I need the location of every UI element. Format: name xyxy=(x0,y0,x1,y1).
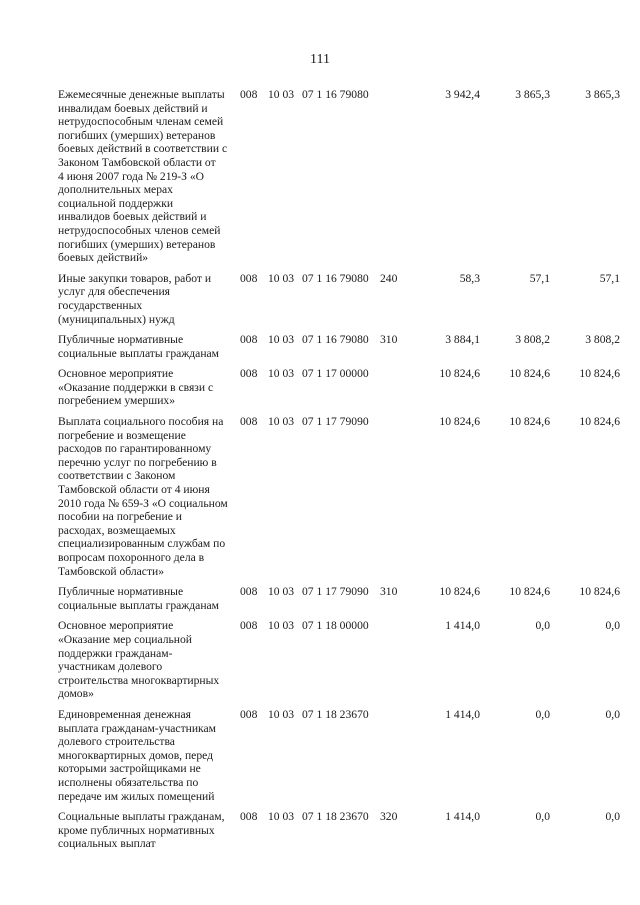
expense-type-code: 320 xyxy=(380,810,398,824)
row-description: Публичные нормативные социальные выплаты гражданам xyxy=(58,585,220,612)
row-description: Основное мероприятие «Оказание поддержки в связи с погребением умерших» xyxy=(58,367,214,408)
section-code: 10 03 xyxy=(268,707,295,721)
target-article-code: 07 1 17 79090 xyxy=(302,415,369,429)
amount-year-3: 10 824,6 xyxy=(579,367,620,381)
page-number: 111 xyxy=(310,52,330,67)
amount-year-1: 1 414,0 xyxy=(445,707,480,721)
amount-year-3: 3 808,2 xyxy=(585,333,620,347)
row-description: Иные закупки товаров, работ и услуг для обеспечения государственных (муниципальных) нужд xyxy=(58,271,212,326)
target-article-code: 07 1 16 79080 xyxy=(302,88,369,101)
ministry-code: 008 xyxy=(240,585,258,599)
amount-year-3: 0,0 xyxy=(605,810,620,824)
target-article-code: 07 1 18 00000 xyxy=(302,619,369,633)
ministry-code: 008 xyxy=(240,367,258,381)
table-row xyxy=(58,415,620,578)
target-article-code: 07 1 17 79090 xyxy=(302,585,369,599)
ministry-code: 008 xyxy=(240,619,258,633)
section-code: 10 03 xyxy=(268,271,295,285)
table-row xyxy=(58,810,620,851)
target-article-code: 07 1 18 23670 xyxy=(302,810,369,824)
expense-type-code: 310 xyxy=(380,333,398,347)
section-code: 10 03 xyxy=(268,88,295,101)
amount-year-1: 10 824,6 xyxy=(439,585,480,599)
amount-year-2: 0,0 xyxy=(535,619,550,633)
amount-year-1: 10 824,6 xyxy=(439,415,480,429)
ministry-code: 008 xyxy=(240,810,258,824)
amount-year-1: 1 414,0 xyxy=(445,619,480,633)
amount-year-3: 10 824,6 xyxy=(579,585,620,599)
budget-table xyxy=(58,88,620,858)
amount-year-2: 10 824,6 xyxy=(509,585,550,599)
amount-year-3: 10 824,6 xyxy=(579,415,620,429)
amount-year-2: 3 808,2 xyxy=(515,333,550,347)
ministry-code: 008 xyxy=(240,707,258,721)
amount-year-3: 3 865,3 xyxy=(585,88,620,101)
table-row xyxy=(58,585,620,612)
section-code: 10 03 xyxy=(268,585,295,599)
row-description: Основное мероприятие «Оказание мер социальной поддержки гражданам- участникам долевого строительства многоквартирных домов» xyxy=(58,619,220,701)
amount-year-1: 3 942,4 xyxy=(445,88,480,101)
amount-year-2: 10 824,6 xyxy=(509,415,550,429)
table-row xyxy=(58,708,620,803)
amount-year-1: 10 824,6 xyxy=(439,367,480,381)
amount-year-1: 58,3 xyxy=(459,271,480,285)
row-description: Социальные выплаты гражданам, кроме публичных нормативных социальных выплат xyxy=(58,810,225,851)
section-code: 10 03 xyxy=(268,810,295,824)
table-row xyxy=(58,333,620,360)
amount-year-2: 57,1 xyxy=(529,271,550,285)
section-code: 10 03 xyxy=(268,367,295,381)
target-article-code: 07 1 16 79080 xyxy=(302,271,369,285)
table-row xyxy=(58,88,620,265)
table-row xyxy=(58,272,620,326)
row-description: Выплата социального пособия на погребение и возмещение расходов по гарантированному перечню услуг по погребению в соответствии с Законом Тамбовской области от 4 июня 2010 года № 659-З «О социальном пособии на погребение и расходах, возмещаемых специализированным службам по вопросам похоронного дела в Тамбовской области» xyxy=(58,415,228,578)
row-description: Единовременная денежная выплата гражданам-участникам долевого строительства многоквартирных домов, перед которыми застройщиками не исполнены обязательства по передаче им жилых помещений xyxy=(58,707,216,803)
amount-year-2: 3 865,3 xyxy=(515,88,550,101)
row-description: Ежемесячные денежные выплаты инвалидам боевых действий и нетрудоспособным членам семей погибших (умерших) ветеранов боевых действий в соответствии с Законом Тамбовской области от 4 июня 2007 года № 219-З «О дополнительных мерах социальной поддержки инвалидов боевых действий и нетрудоспособных членов семей погибших (умерших) ветеранов боевых действий» xyxy=(58,88,228,265)
table-row xyxy=(58,367,620,408)
ministry-code: 008 xyxy=(240,271,258,285)
row-description: Публичные нормативные социальные выплаты гражданам xyxy=(58,333,220,360)
amount-year-3: 57,1 xyxy=(599,271,620,285)
amount-year-3: 0,0 xyxy=(605,707,620,721)
expense-type-code: 310 xyxy=(380,585,398,599)
ministry-code: 008 xyxy=(240,415,258,429)
amount-year-1: 1 414,0 xyxy=(445,810,480,824)
amount-year-2: 0,0 xyxy=(535,707,550,721)
section-code: 10 03 xyxy=(268,333,295,347)
amount-year-1: 3 884,1 xyxy=(445,333,480,347)
expense-type-code: 240 xyxy=(380,271,398,285)
table-row xyxy=(58,619,620,701)
amount-year-2: 10 824,6 xyxy=(509,367,550,381)
target-article-code: 07 1 17 00000 xyxy=(302,367,369,381)
amount-year-3: 0,0 xyxy=(605,619,620,633)
section-code: 10 03 xyxy=(268,415,295,429)
section-code: 10 03 xyxy=(268,619,295,633)
ministry-code: 008 xyxy=(240,333,258,347)
amount-year-2: 0,0 xyxy=(535,810,550,824)
ministry-code: 008 xyxy=(240,88,258,101)
target-article-code: 07 1 18 23670 xyxy=(302,707,369,721)
target-article-code: 07 1 16 79080 xyxy=(302,333,369,347)
